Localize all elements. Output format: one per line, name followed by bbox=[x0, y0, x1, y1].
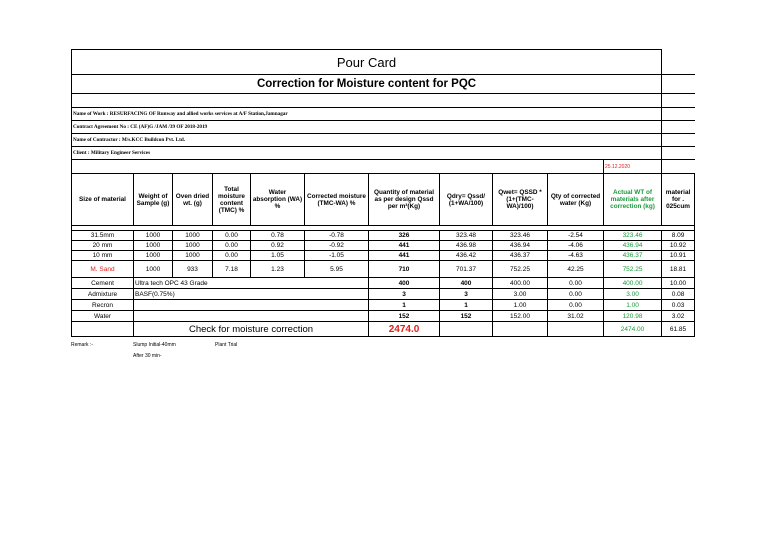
header-wa: Water absorption (WA) % bbox=[251, 174, 305, 226]
header-tmc: Total moisture content (TMC) % bbox=[213, 174, 251, 226]
header-corrected: Corrected moisture (TMC-WA) % bbox=[305, 174, 369, 226]
header-actual-weight: Actual WT of materials after correction (kg) bbox=[604, 174, 662, 226]
table-row: M. Sand 1000 933 7.18 1.23 5.95 710 701.37 752.25 42.25 752.25 18.81 bbox=[72, 261, 695, 278]
header-qwet: Qwet= QSSD * (1+(TMC-WA)/100) bbox=[493, 174, 548, 226]
table-row: 10 mm 1000 1000 0.00 1.05 -1.05 441 436.42 436.37 -4.63 436.37 10.91 bbox=[72, 251, 695, 261]
name-of-work: Name of Work : RESURFACING OF Runway and allied works services at A/F Station,Jamnagar bbox=[72, 108, 662, 121]
plant-trial: Plant Trial bbox=[215, 342, 238, 348]
actual-total: 2474.00 bbox=[604, 322, 662, 337]
contractor-name: Name of Contractor : M/s.KCC Buildcon Pvt. Ltd. bbox=[72, 134, 662, 147]
header-corrected-water: Qty of corrected water (Kg) bbox=[548, 174, 604, 226]
check-label: Check for moisture correction bbox=[134, 322, 369, 337]
header-weight: Weight of Sample (g) bbox=[134, 174, 173, 226]
client-name: Client : Military Engineer Services bbox=[72, 147, 662, 160]
grand-total: 2474.0 bbox=[369, 322, 440, 337]
slump-initial: Slump Initial-40mm bbox=[133, 342, 176, 348]
per-cum-total: 61.85 bbox=[662, 322, 695, 337]
contract-agreement: Contract Agreement No : CE (AF)G /JAM /39 OF 2018-2019 bbox=[72, 121, 662, 134]
page-subtitle: Correction for Moisture content for PQC bbox=[72, 75, 662, 94]
header-oven: Oven dried wt. (g) bbox=[173, 174, 213, 226]
table-row: Recron 1 1 1.00 0.00 1.00 0.03 bbox=[72, 300, 695, 311]
pour-card-sheet bbox=[71, 49, 694, 337]
check-row bbox=[72, 322, 695, 337]
pour-card-table bbox=[71, 49, 695, 337]
header-quantity: Quantity of material as per design Qssd per m³(Kg) bbox=[369, 174, 440, 226]
remark-label: Remark :- bbox=[71, 342, 93, 348]
table-row: 20 mm 1000 1000 0.00 0.92 -0.92 441 436.98 436.94 -4.06 436.94 10.92 bbox=[72, 241, 695, 251]
slump-after: After 30 min- bbox=[133, 353, 162, 359]
pour-date: 25.12.2020 bbox=[604, 160, 662, 174]
header-qdry: Qdry= Qssd/ (1+WA/100) bbox=[440, 174, 493, 226]
table-row: 31.5mm 1000 1000 0.00 0.78 -0.78 326 323.48 323.46 -2.54 323.46 8.09 bbox=[72, 231, 695, 241]
table-row: Water 152 152 152.00 31.02 120.98 3.02 bbox=[72, 311, 695, 322]
header-size: Size of material bbox=[72, 174, 134, 226]
table-row: Admixture BASF(0.75%) 3 3 3.00 0.00 3.00 0.08 bbox=[72, 289, 695, 300]
table-row: Cement Ultra tech OPC 43 Grade 400 400 400.00 0.00 400.00 10.00 bbox=[72, 278, 695, 289]
header-per-cum: material for . 025cum bbox=[662, 174, 695, 226]
header-row bbox=[72, 174, 695, 226]
page-title: Pour Card bbox=[72, 50, 662, 75]
